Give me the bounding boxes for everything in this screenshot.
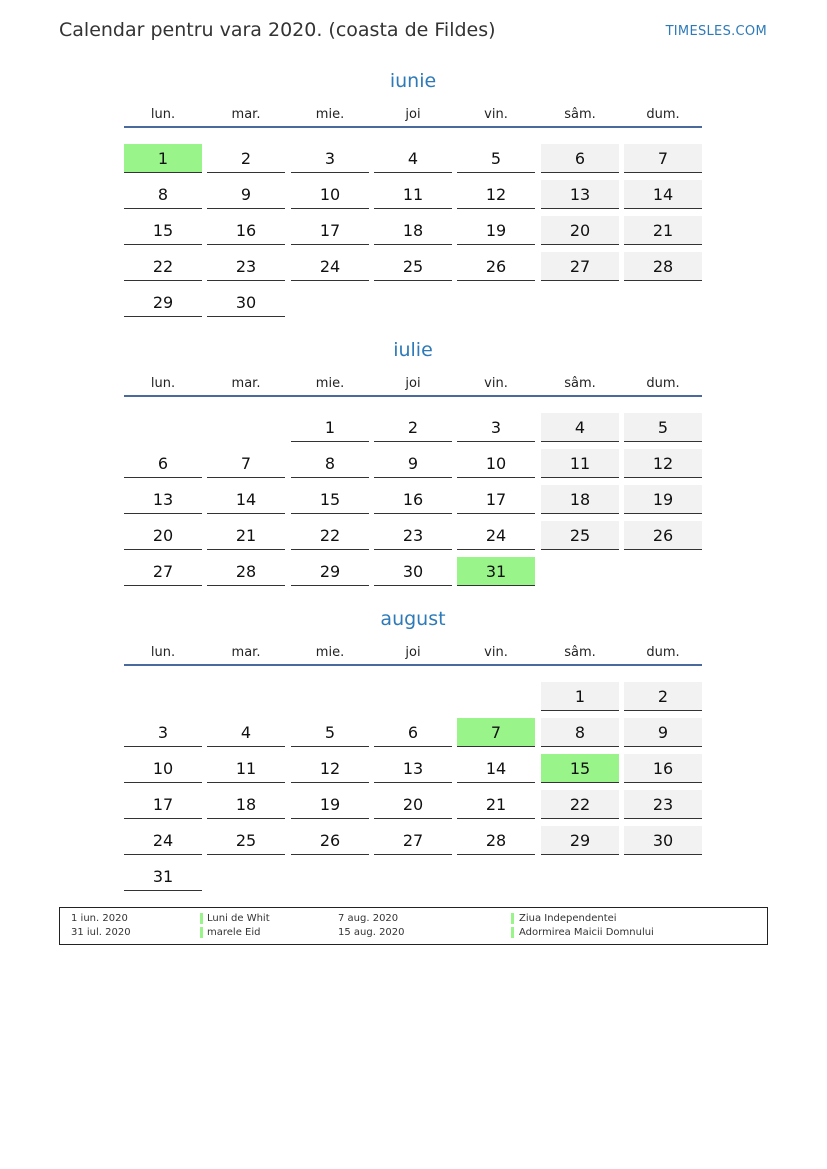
- day-cell: 23: [207, 252, 285, 281]
- month-name: iulie: [393, 339, 433, 361]
- holiday-day-cell: 15: [541, 754, 619, 783]
- day-cell: 20: [124, 521, 202, 550]
- legend-date: 7 aug. 2020: [338, 913, 399, 924]
- day-cell: 13: [124, 485, 202, 514]
- day-cell: 13: [541, 180, 619, 209]
- day-cell: 24: [457, 521, 535, 550]
- day-cell: 21: [207, 521, 285, 550]
- day-cell: 18: [374, 216, 452, 245]
- day-cell: 10: [291, 180, 369, 209]
- day-cell: 21: [457, 790, 535, 819]
- legend-date: 31 iul. 2020: [71, 927, 131, 938]
- day-cell: 12: [624, 449, 702, 478]
- month-name: iunie: [389, 70, 437, 92]
- legend-holiday-name: Ziua Independentei: [519, 913, 617, 924]
- day-cell: 22: [541, 790, 619, 819]
- weekday-header: lun.: [150, 376, 176, 391]
- day-cell: 26: [624, 521, 702, 550]
- day-cell: 17: [457, 485, 535, 514]
- day-cell: 26: [291, 826, 369, 855]
- day-cell: 13: [374, 754, 452, 783]
- holiday-day-cell: 7: [457, 718, 535, 747]
- day-cell: 29: [124, 288, 202, 317]
- legend-holiday-name: marele Eid: [207, 927, 261, 938]
- day-cell: 1: [541, 682, 619, 711]
- day-cell: 23: [624, 790, 702, 819]
- header-divider: [124, 395, 702, 397]
- day-cell: 30: [207, 288, 285, 317]
- brand-link[interactable]: TIMESLES.COM: [665, 24, 767, 39]
- day-cell: 3: [291, 144, 369, 173]
- day-cell: 20: [541, 216, 619, 245]
- day-cell: 29: [541, 826, 619, 855]
- day-cell: 14: [207, 485, 285, 514]
- day-cell: 16: [624, 754, 702, 783]
- day-cell: 16: [207, 216, 285, 245]
- weekday-header: dum.: [646, 376, 680, 391]
- weekday-header: vin.: [484, 645, 508, 660]
- day-cell: 9: [624, 718, 702, 747]
- day-cell: 27: [541, 252, 619, 281]
- month-name: august: [380, 608, 446, 630]
- day-cell: 18: [207, 790, 285, 819]
- legend-holiday-name: Adormirea Maicii Domnului: [519, 927, 654, 938]
- day-cell: 28: [207, 557, 285, 586]
- day-cell: 1: [291, 413, 369, 442]
- weekday-header: joi: [405, 645, 421, 660]
- header-divider: [124, 126, 702, 128]
- weekday-header: sâm.: [564, 376, 596, 391]
- weekday-header: mie.: [315, 107, 345, 122]
- day-cell: 28: [624, 252, 702, 281]
- weekday-header: mar.: [231, 376, 261, 391]
- weekday-header: sâm.: [564, 107, 596, 122]
- holiday-legend: [59, 907, 768, 945]
- day-cell: 17: [291, 216, 369, 245]
- weekday-header: vin.: [484, 107, 508, 122]
- day-cell: 11: [207, 754, 285, 783]
- legend-date: 1 iun. 2020: [71, 913, 128, 924]
- day-cell: 2: [624, 682, 702, 711]
- legend-marker: [511, 913, 514, 924]
- day-cell: 23: [374, 521, 452, 550]
- day-cell: 8: [124, 180, 202, 209]
- day-cell: 25: [207, 826, 285, 855]
- day-cell: 5: [457, 144, 535, 173]
- legend-marker: [200, 913, 203, 924]
- day-cell: 5: [291, 718, 369, 747]
- day-cell: 12: [457, 180, 535, 209]
- day-cell: 24: [291, 252, 369, 281]
- legend-date: 15 aug. 2020: [338, 927, 405, 938]
- page-title: Calendar pentru vara 2020. (coasta de Fildes): [59, 19, 496, 41]
- day-cell: 29: [291, 557, 369, 586]
- day-cell: 19: [457, 216, 535, 245]
- day-cell: 5: [624, 413, 702, 442]
- legend-marker: [511, 927, 514, 938]
- day-cell: 6: [374, 718, 452, 747]
- day-cell: 4: [207, 718, 285, 747]
- day-cell: 14: [624, 180, 702, 209]
- day-cell: 27: [124, 557, 202, 586]
- day-cell: 9: [207, 180, 285, 209]
- weekday-header: lun.: [150, 645, 176, 660]
- day-cell: 28: [457, 826, 535, 855]
- day-cell: 25: [541, 521, 619, 550]
- day-cell: 17: [124, 790, 202, 819]
- day-cell: 15: [124, 216, 202, 245]
- weekday-header: lun.: [150, 107, 176, 122]
- day-cell: 2: [374, 413, 452, 442]
- weekday-header: mie.: [315, 645, 345, 660]
- legend-marker: [200, 927, 203, 938]
- day-cell: 2: [207, 144, 285, 173]
- day-cell: 8: [541, 718, 619, 747]
- day-cell: 25: [374, 252, 452, 281]
- day-cell: 11: [374, 180, 452, 209]
- header-divider: [124, 664, 702, 666]
- day-cell: 12: [291, 754, 369, 783]
- day-cell: 20: [374, 790, 452, 819]
- day-cell: 22: [124, 252, 202, 281]
- day-cell: 8: [291, 449, 369, 478]
- day-cell: 30: [624, 826, 702, 855]
- weekday-header: joi: [405, 376, 421, 391]
- day-cell: 3: [457, 413, 535, 442]
- weekday-header: dum.: [646, 107, 680, 122]
- day-cell: 26: [457, 252, 535, 281]
- day-cell: 10: [124, 754, 202, 783]
- day-cell: 14: [457, 754, 535, 783]
- weekday-header: mar.: [231, 645, 261, 660]
- day-cell: 6: [541, 144, 619, 173]
- day-cell: 4: [541, 413, 619, 442]
- day-cell: 21: [624, 216, 702, 245]
- weekday-header: joi: [405, 107, 421, 122]
- day-cell: 9: [374, 449, 452, 478]
- day-cell: 19: [291, 790, 369, 819]
- day-cell: 7: [207, 449, 285, 478]
- holiday-day-cell: 1: [124, 144, 202, 173]
- weekday-header: dum.: [646, 645, 680, 660]
- day-cell: 30: [374, 557, 452, 586]
- day-cell: 16: [374, 485, 452, 514]
- day-cell: 15: [291, 485, 369, 514]
- legend-holiday-name: Luni de Whit: [207, 913, 270, 924]
- day-cell: 22: [291, 521, 369, 550]
- day-cell: 7: [624, 144, 702, 173]
- weekday-header: vin.: [484, 376, 508, 391]
- day-cell: 6: [124, 449, 202, 478]
- day-cell: 24: [124, 826, 202, 855]
- day-cell: 31: [124, 862, 202, 891]
- day-cell: 10: [457, 449, 535, 478]
- weekday-header: mar.: [231, 107, 261, 122]
- weekday-header: mie.: [315, 376, 345, 391]
- day-cell: 11: [541, 449, 619, 478]
- day-cell: 19: [624, 485, 702, 514]
- holiday-day-cell: 31: [457, 557, 535, 586]
- day-cell: 4: [374, 144, 452, 173]
- weekday-header: sâm.: [564, 645, 596, 660]
- day-cell: 18: [541, 485, 619, 514]
- day-cell: 3: [124, 718, 202, 747]
- day-cell: 27: [374, 826, 452, 855]
